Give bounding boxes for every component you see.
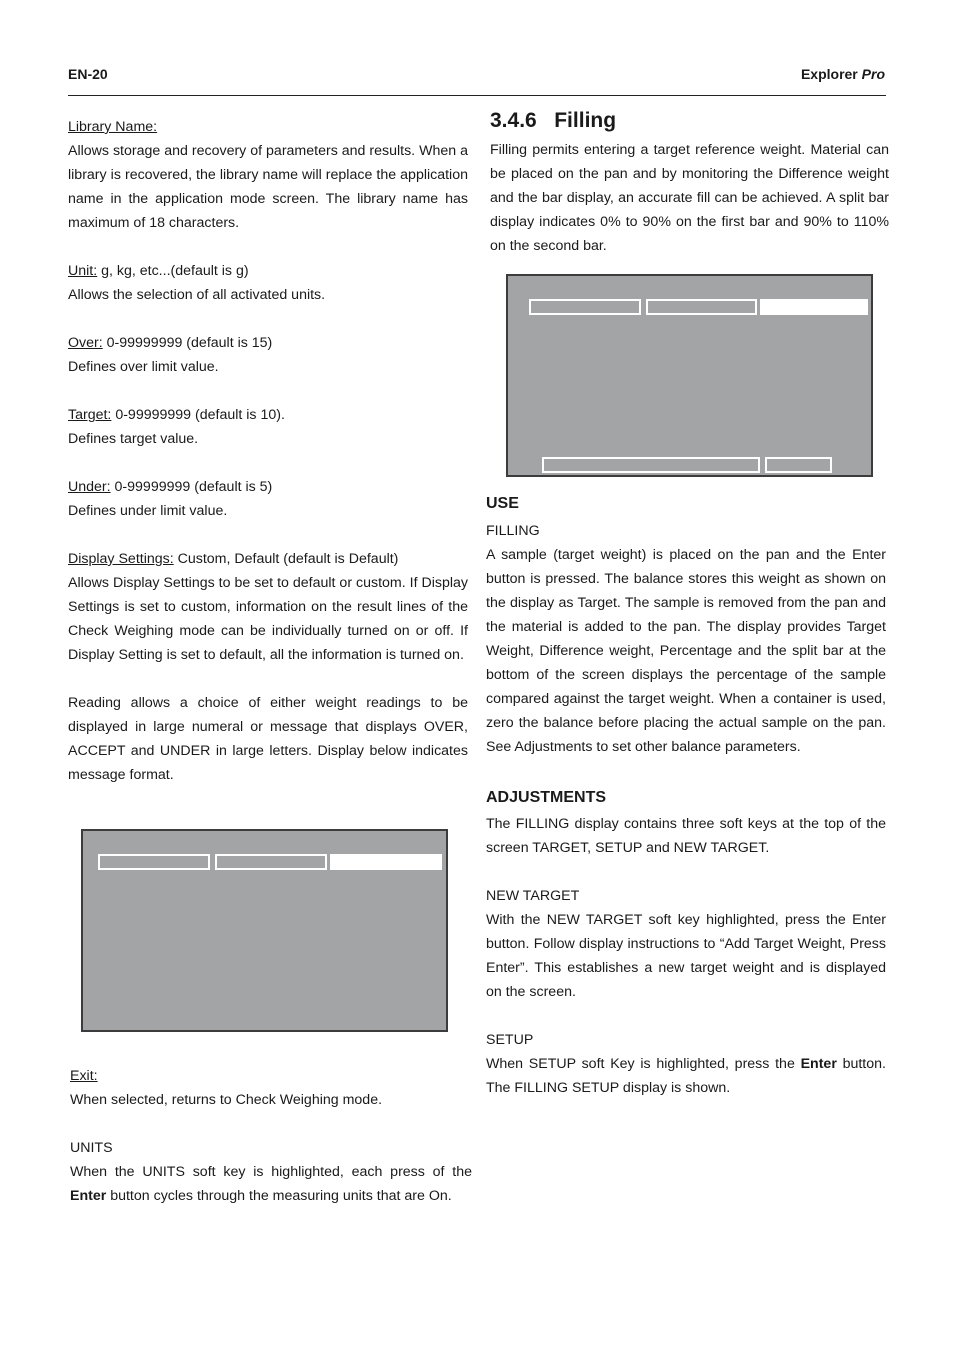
units-text-before: When the UNITS soft key is highlighted, each press of the [70,1164,472,1180]
reading-text: Reading allows a choice of either weight readings to be displayed in large numeral or message that displays OVER, ACCEPT and UNDER in large letters. Display below indicates message format. [68,695,468,783]
units-text-after: button cycles through the measuring units that are On. [106,1188,452,1204]
product-name [801,66,885,82]
product-name-main: Explorer [800,66,858,82]
new-target-text: With the NEW TARGET soft key highlighted, press the Enter button. Follow display instructions to “Add Target Weight, Press Enter”. This establishes a new target weight and is displayed on the screen. [486,912,886,1000]
section-title: Filling [554,109,617,132]
unit-label: Unit: [68,263,98,279]
display-settings-label: Display Settings: [68,551,174,567]
target-value: 0-99999999 (default is 10). [111,407,285,423]
new-target-label: NEW TARGET [486,888,580,904]
display-settings-value: Custom, Default (default is Default) [173,551,399,567]
unit-text: Allows the selection of all activated units. [68,287,326,303]
library-name-block [68,115,468,235]
filling-label: FILLING [486,523,540,539]
target-label: Target: [68,407,112,423]
section-number: 3.4.6 [490,109,537,132]
split-bar-first [542,457,760,473]
library-name-text: Allows storage and recovery of parameters and results. When a library is recovered, the library name will replace the application name in the application mode screen. The library name has maximum of 18 characters. [68,143,468,231]
exit-text: When selected, returns to Check Weighing mode. [70,1092,383,1108]
exit-label: Exit: [70,1068,98,1084]
under-text: Defines under limit value. [68,503,228,519]
under-value: 0-99999999 (default is 5) [110,479,273,495]
units-block [70,1136,472,1208]
units-enter-bold: Enter [70,1188,107,1204]
setup-label: SETUP [486,1032,534,1048]
use-heading: USE [486,495,519,512]
under-block [68,475,468,523]
use-text: A sample (target weight) is placed on the pan and the Enter button is pressed. The balance stores this weight as shown on the display as Target. The sample is removed from the pan and the material is added to the pan. The display provides Target Weight, Difference weight, Percentage and the split bar at the bottom of the screen displays the percentage of the sample compared against the target weight. When a container is used, zero the balance before placing the actual sample on the pan. See Adjustments to set other balance parameters. [486,547,886,755]
adjustments-section [486,812,886,1100]
left-column-lower [70,1064,472,1208]
over-label: Over: [68,335,103,351]
target-block [68,403,468,451]
under-label: Under: [68,479,111,495]
left-column [68,115,468,787]
softkey-target [529,299,641,315]
units-label: UNITS [70,1140,113,1156]
display-settings-block [68,547,468,667]
setup-text-after: button. The FILLING SETUP display is shown. [486,1056,886,1096]
unit-block [68,259,468,307]
filling-intro: Filling permits entering a target reference weight. Material can be placed on the pan and by monitoring the Difference weight and the bar display, an accurate fill can be achieved. A split bar display indicates 0% to 90% on the first bar and 90% to 110% on the second bar. [490,142,889,254]
softkey-2 [215,854,327,870]
setup-text-before: When SETUP soft Key is highlighted, press the [486,1056,801,1072]
softkey-1 [98,854,210,870]
over-value: 0-99999999 (default is 15) [102,335,273,351]
display-settings-text: Allows Display Settings to be set to default or custom. If Display Settings is set to custom, information on the result lines of the Check Weighing mode can be individually turned on or off. If Display Setting is set to default, all the information is turned on. [68,575,468,663]
check-weighing-display-screen [81,829,448,1032]
softkey-setup [646,299,757,315]
over-text: Defines over limit value. [68,359,219,375]
adjustments-text: The FILLING display contains three soft keys at the top of the screen TARGET, SETUP and NEW TARGET. [486,816,886,856]
softkey-3-selected [330,854,442,870]
setup-text [486,1052,886,1100]
target-text: Defines target value. [68,431,199,447]
softkey-new-target-selected [760,299,868,315]
product-name-suffix: Pro [861,66,885,82]
header-rule [68,95,886,96]
filling-display-screen [506,274,873,477]
exit-block [70,1064,472,1112]
page-number: EN-20 [68,66,108,82]
adjustments-heading: ADJUSTMENTS [486,789,607,806]
split-bar-second [765,457,832,473]
setup-enter-bold: Enter [800,1056,837,1072]
unit-value: g, kg, etc...(default is g) [97,263,249,279]
over-block [68,331,468,379]
section-heading [490,109,616,133]
library-name-label: Library Name: [68,119,158,135]
use-section [486,519,886,759]
